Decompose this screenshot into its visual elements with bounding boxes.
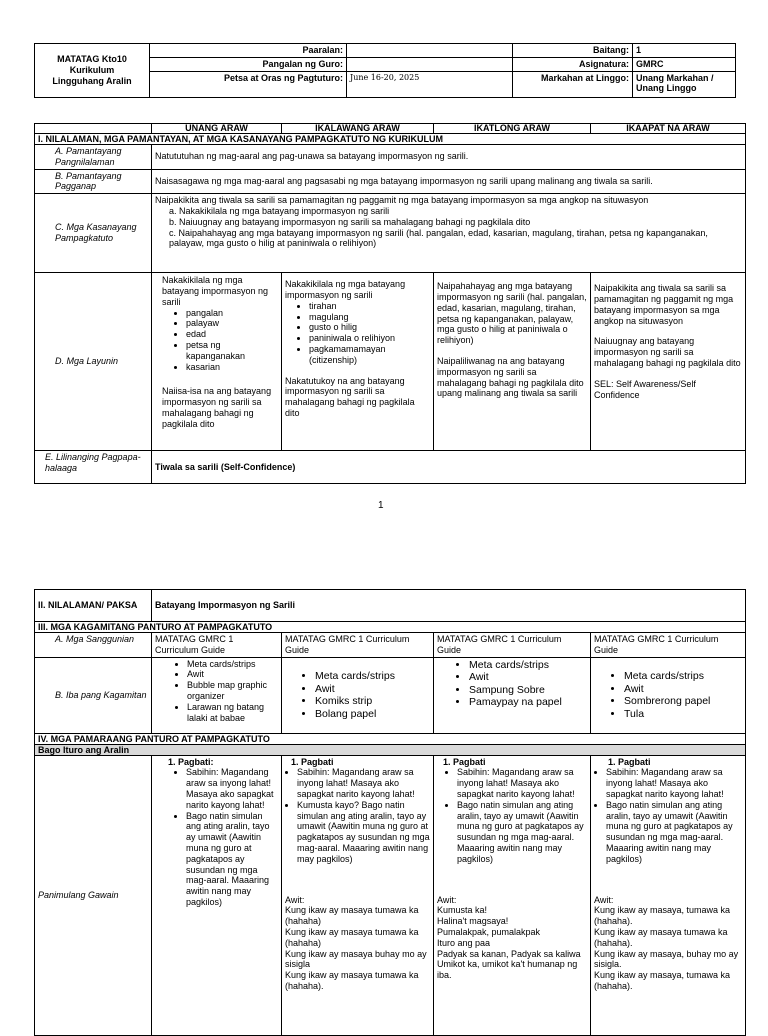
- list-item: • paniniwala o relihiyon: [309, 333, 430, 344]
- layunin-2-outro: Nakatutukoy na ang batayang impormasyon ng sarili sa mahalagang bahagi ng pagkilala dito: [285, 375, 415, 418]
- awit-3-line: Ituro ang paa: [437, 937, 491, 948]
- curriculum-line-1: MATATAG Kto10: [57, 54, 127, 65]
- list-item: • Sabihin: Magandang araw sa inyong lahat! Masaya ako sapagkat narito kayong lahat!: [297, 767, 430, 799]
- list-item: • magulang: [309, 312, 430, 323]
- list-item: • petsa ng kapanganakan: [186, 340, 278, 362]
- layunin-4-p3: SEL: Self Awareness/Self Confidence: [594, 378, 696, 400]
- section1-title: I. NILALAMAN, MGA PAMANTAYAN, AT MGA KASANAYANG PAMPAGKATUTO NG KURIKULUM: [35, 134, 746, 145]
- list-item: • Meta cards/strips: [315, 670, 430, 683]
- kasanayang-item-c: c. Naipahahayag ang mga batayang impormasyon ng sarili (hal. pangalan, edad, kasarian, magulang, tirahan, petsa ng kapanganakan, palayaw, mga gusto o hilig at paniniwala o relihiyon): [169, 227, 708, 249]
- awit-2-line: Awit:: [285, 894, 305, 905]
- curriculum-block: [35, 44, 150, 98]
- layunin-label: D. Mga Layunin: [35, 273, 152, 451]
- pamantayang-pagganap-label: B. Pamantayang Pagganap: [35, 169, 152, 194]
- list-item: • Awit: [187, 669, 278, 680]
- paaralan-value: [347, 44, 513, 58]
- list-item: • Bolang papel: [315, 708, 430, 721]
- list-item: • tirahan: [309, 301, 430, 312]
- pagbati-2-head: 1. Pagbati: [291, 756, 334, 767]
- kagamitan-label: B. Iba pang Kagamitan: [35, 657, 152, 733]
- list-item: • Bago natin simulan ang ating aralin, tayo ay umawit (Aawitin muna ng guro at pagkatapos ay susundan ng mga mag-aaral. Maaaring awitin nang may pagkilos): [606, 800, 742, 865]
- list-item: • Komiks strip: [315, 695, 430, 708]
- pamantayang-pangnilalaman-text: Natututuhan ng mag-aaral ang pag-unawa sa batayang impormasyon ng sarili.: [152, 145, 746, 170]
- kasanayang-label: C. Mga Kasanayang Pampagkatuto: [35, 194, 152, 273]
- pagbati-4-head: 1. Pagbati: [608, 756, 651, 767]
- list-item: • Sombrerong papel: [624, 695, 742, 708]
- page-number: 1: [378, 500, 384, 511]
- layunin-day-4: [591, 273, 746, 451]
- awit-3-line: Awit:: [437, 894, 457, 905]
- panimulang-day-2: [282, 755, 434, 1035]
- list-item: • Meta cards/strips: [469, 659, 587, 672]
- awit-2-line: Kung ikaw ay masaya tumawa ka (hahaha): [285, 926, 419, 948]
- list-item: • Sabihin: Magandang araw sa inyong lahat! Masaya ako sapagkat narito kayong lahat!: [457, 767, 587, 799]
- awit-2-line: Kung ikaw ay masaya tumawa ka (hahaha): [285, 905, 419, 927]
- sanggunian-day-2: MATATAG GMRC 1 Curriculum Guide: [282, 633, 434, 658]
- curriculum-line-2: Kurikulum: [69, 64, 115, 75]
- awit-4-line: Awit:: [594, 894, 614, 905]
- pamantayang-pagganap-text: Naisasagawa ng mga mag-aaral ang pagsasabi ng mga batayang impormasyon ng sarili upang malinang ang tiwala sa sarili.: [152, 169, 746, 194]
- layunin-2-list: [285, 301, 430, 366]
- section1-table: [34, 123, 746, 484]
- list-item: • Awit: [469, 671, 587, 684]
- section4-title: IV. MGA PAMARAANG PANTURO AT PAMPAGKATUTO: [35, 733, 746, 744]
- pagpapahalaga-label: E. Lilinanging Pagpapa-halaaga: [35, 451, 152, 484]
- list-item: • Pamaypay na papel: [469, 696, 587, 709]
- awit-4: [594, 895, 742, 992]
- kasanayang-item-b: b. Naiuugnay ang batayang impormasyon ng sarili sa mahalagang bahagi ng pagkilala dito: [169, 216, 531, 227]
- list-item: • Sampung Sobre: [469, 684, 587, 697]
- sanggunian-day-4: MATATAG GMRC 1 Curriculum Guide: [591, 633, 746, 658]
- baitang-label: Baitang:: [513, 44, 633, 58]
- list-item: • Meta cards/strips: [187, 659, 278, 670]
- awit-3-line: Halina't magsaya!: [437, 916, 509, 927]
- awit-3: [437, 895, 587, 981]
- layunin-3-p1: Naipahahayag ang mga batayang impormasyon ng sarili (hal. pangalan, edad, kasarian, magulang, tirahan, petsa ng kapanganakan, palayaw, mga gusto o hilig at paniniwala o relihiyon): [437, 281, 587, 346]
- list-item: • Meta cards/strips: [624, 670, 742, 683]
- curriculum-line-3: Lingguhang Aralin: [52, 75, 132, 86]
- guro-label: Pangalan ng Guro:: [150, 57, 347, 71]
- paaralan-label: Paaralan:: [150, 44, 347, 58]
- markahan-value: Unang Markahan / Unang Linggo: [633, 71, 736, 97]
- petsa-label: Petsa at Oras ng Pagtuturo:: [150, 71, 347, 97]
- list-item: • Bubble map graphic organizer: [187, 680, 278, 702]
- pagpapahalaga-text: Tiwala sa sarili (Self-Confidence): [152, 451, 746, 484]
- awit-3-line: Padyak sa kanan, Padyak sa kaliwa: [437, 948, 581, 959]
- baitang-value: 1: [633, 44, 736, 58]
- sanggunian-day-1: MATATAG GMRC 1 Curriculum Guide: [152, 633, 282, 658]
- awit-4-line: Kung ikaw ay masaya, buhay mo ay sisigla.: [594, 948, 739, 970]
- day-1-header: UNANG ARAW: [152, 124, 282, 134]
- asignatura-value: GMRC: [633, 57, 736, 71]
- list-item: • Kumusta kayo? Bago natin simulan ang ating aralin, tayo ay umawit (Aawitin muna ng guro at pagkatapos ay susundan ng mga mag-aaral. Maaaring awitin nang may pagkilos): [297, 800, 430, 865]
- day-3-header: IKATLONG ARAW: [434, 124, 591, 134]
- list-item: • Sabihin: Magandang araw sa inyong lahat! Masaya ako sapagkat narito kayong lahat!: [186, 767, 278, 810]
- kagamitan-day-2: [282, 657, 434, 733]
- awit-4-line: Kung ikaw ay masaya, tumawa ka (hahaha).: [594, 970, 731, 991]
- list-item: • Awit: [624, 683, 742, 696]
- day-4-header: IKAAPAT NA ARAW: [591, 124, 746, 134]
- layunin-day-3: [434, 273, 591, 451]
- kagamitan-day-4: [591, 657, 746, 733]
- awit-3-line: Pumalakpak, pumalakpak: [437, 926, 541, 937]
- nilalaman-text: Batayang Impormasyon ng Sarili: [152, 590, 746, 622]
- layunin-4-p2: Naiuugnay ang batayang impormasyon ng sarili sa mahalagang bahagi ng pagkilala dito: [594, 336, 741, 368]
- nilalaman-label: II. NILALAMAN/ PAKSA: [35, 590, 152, 622]
- list-item: • Bago natin simulan ang ating aralin, tayo ay umawit (Aawitin muna ng guro at pagkatapos ay susundan ng mga mag-aaral. Maaaring awitin nang may pagkilos): [186, 811, 278, 908]
- layunin-1-list: [162, 308, 278, 373]
- asignatura-label: Asignatura:: [513, 57, 633, 71]
- panimulang-day-4: [591, 755, 746, 1035]
- guro-value: [347, 57, 513, 71]
- awit-2-line: Kung ikaw ay masaya buhay mo ay sisigla: [285, 948, 427, 970]
- panimulang-gawain-label: Panimulang Gawain: [35, 755, 152, 1035]
- awit-2: [285, 895, 430, 992]
- layunin-day-2: [282, 273, 434, 451]
- list-item: • Awit: [315, 683, 430, 696]
- list-item: • Bago natin simulan ang ating aralin, tayo ay umawit (Aawitin muna ng guro at pagkatapos ay susundan ng mga mag-aaral. Maaaring awitin nang may pagkilos): [457, 800, 587, 865]
- header-table: [34, 43, 736, 98]
- bago-ituro-header: Bago Ituro ang Aralin: [35, 744, 746, 755]
- list-item: • pangalan: [186, 308, 278, 319]
- layunin-3-p2: Naipaliliwanag na ang batayang impormasyon ng sarili sa mahalagang bahagi ng pagkilala dito upang malinang ang tiwala sa sarili: [437, 355, 584, 399]
- section2-table: [34, 589, 746, 1036]
- kasanayang-intro: Naipakikita ang tiwala sa sarili sa pamamagitan ng paggamit ng mga batayang impormasyon sa mga angkop na situwasyon: [155, 195, 649, 206]
- layunin-1-outro: Naiisa-isa na ang batayang impormasyon ng sarili sa mahalagang bahagi ng pagkilala dito: [162, 386, 272, 429]
- section3-title: III. MGA KAGAMITANG PANTURO AT PAMPAGKATUTO: [35, 622, 746, 633]
- awit-3-line: Kumusta ka!: [437, 905, 488, 916]
- panimulang-day-3: [434, 755, 591, 1035]
- kasanayang-content: [152, 194, 746, 273]
- list-item: • Tula: [624, 708, 742, 721]
- petsa-value: June 16-20, 2025: [347, 71, 513, 97]
- kasanayang-item-a: a. Nakakikilala ng mga batayang impormasyon ng sarili: [169, 205, 390, 216]
- awit-4-line: Kung ikaw ay masaya, tumawa ka (hahaha).: [594, 905, 731, 927]
- awit-4-line: Kung ikaw ay masaya tumawa ka (hahaha).: [594, 926, 728, 948]
- list-item: • Sabihin: Magandang araw sa inyong lahat! Masaya ako sapagkat narito kayong lahat!: [606, 767, 742, 799]
- layunin-day-1: [152, 273, 282, 451]
- pagbati-1-head: 1. Pagbati:: [168, 756, 214, 767]
- list-item: • gusto o hilig: [309, 322, 430, 333]
- list-item: • kasarian: [186, 362, 278, 373]
- pamantayang-pangnilalaman-label: A. Pamantayang Pangnilalaman: [35, 145, 152, 170]
- panimulang-day-1: [152, 755, 282, 1035]
- layunin-2-intro: Nakakikilala ng mga batayang impormasyon ng sarili: [285, 279, 406, 300]
- sanggunian-label: A. Mga Sanggunian: [35, 633, 152, 658]
- markahan-label: Markahan at Linggo:: [513, 71, 633, 97]
- kagamitan-day-1: [152, 657, 282, 733]
- list-item: • edad: [186, 329, 278, 340]
- sanggunian-day-3: MATATAG GMRC 1 Curriculum Guide: [434, 633, 591, 658]
- awit-2-line: Kung ikaw ay masaya tumawa ka (hahaha).: [285, 970, 419, 991]
- list-item: • palayaw: [186, 318, 278, 329]
- day-2-header: IKALAWANG ARAW: [282, 124, 434, 134]
- pagbati-3-head: 1. Pagbati: [443, 756, 486, 767]
- kagamitan-day-3: [434, 657, 591, 733]
- awit-3-line: Umikot ka, umikot ka't humanap ng iba.: [437, 959, 578, 981]
- layunin-4-p1: Naipakikita ang tiwala sa sarili sa pamamagitan ng paggamit ng mga batayang impormasyon sa mga angkop na situwasyon: [594, 283, 734, 326]
- list-item: • pagkamamamayan (citizenship): [309, 344, 430, 366]
- list-item: • Larawan ng batang lalaki at babae: [187, 702, 278, 724]
- layunin-1-intro: Nakakikilala ng mga batayang impormasyon ng sarili: [162, 275, 269, 307]
